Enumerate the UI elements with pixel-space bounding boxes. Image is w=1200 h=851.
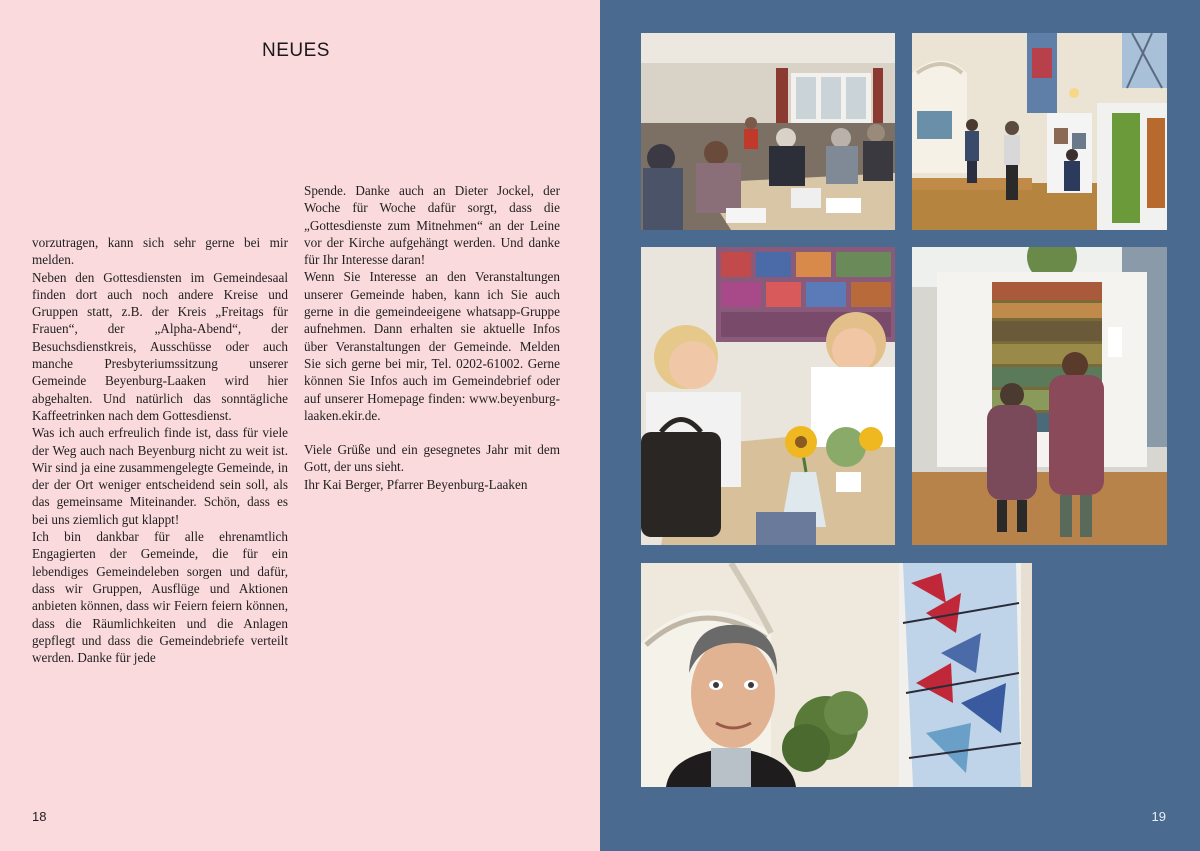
page-heading: NEUES <box>262 40 330 61</box>
photo-two-women-conversation <box>641 247 895 545</box>
paragraph: Wenn Sie Interesse an den Veranstaltungen unserer Gemeinde haben, kann ich Sie auch gerne in die gemeindeeigene whatsapp-Gruppe aufnehmen. Dann erhalten sie aktuelle Infos über Veranstaltungen der Gemeinde. Melden Sie sich gerne bei mir, Tel. 0202-61002. Gerne können Sie Infos auch im Gemeindebrief oder auf unserer Homepage finden: www.beyenburg-laaken.ekir.de. <box>304 269 560 423</box>
photo-community-hall <box>641 33 895 230</box>
page-number-left: 18 <box>32 809 47 824</box>
text-column-left <box>32 234 288 666</box>
photo-children-viewing-quilt <box>912 247 1167 545</box>
paragraph: Viele Grüße und ein gesegnetes Jahr mit dem Gott, der uns sieht. <box>304 442 560 475</box>
paragraph: vorzutragen, kann sich sehr gerne bei mir melden. <box>32 235 288 268</box>
signature-line: Ihr Kai Berger, Pfarrer Beyenburg-Laaken <box>304 476 528 492</box>
paragraph: Neben den Gottesdiensten im Gemeindesaal finden dort auch noch andere Kreise und Gruppen statt, z.B. der Kreis „Freitags für Frauen“, der „Alpha-Abend“, der Besuchsdienstkreis, Ausschüsse oder auch manche Presbyteriumssitzung unserer Gemeinde Beyenburg-Laaken wird hier abgehalten. Und natürlich das sonntägliche Kaffeetrinken nach dem Gottesdienst. <box>32 269 288 423</box>
photo-pastor-selfie <box>641 563 1032 787</box>
photo-art-exhibition <box>912 33 1167 230</box>
text-column-right <box>304 182 560 493</box>
paragraph-spacer <box>304 424 560 441</box>
paragraph: Spende. Danke auch an Dieter Jockel, der Woche für Woche dafür sorgt, dass die „Gottesdienste zum Mitnehmen“ an der Leine vor der Kirche aufgehängt werden. Und danke für Ihr Interesse daran! <box>304 183 560 268</box>
paragraph: Ich bin dankbar für alle ehrenamtlich Engagierten der Gemeinde, die für ein lebendiges Gemeindeleben sorgen und dafür, dass wir Gruppen, Ausflüge und Aktionen anbieten können, dass wir Feiern feiern können, dass die Räumlichkeiten und die Anlagen gepflegt und dass die Gemeindebriefe verteilt werden. Danke für jede <box>32 529 288 666</box>
paragraph: Was ich auch erfreulich finde ist, dass für viele der Weg auch nach Beyenburg nicht zu weit ist. Wir sind ja eine zusammengelegte Gemeinde, in der der Ort weniger entscheidend sein soll, als das gemeinsame Miteinander. Schön, dass es bei uns ziemlich gut klappt! <box>32 425 288 527</box>
page-number-right: 19 <box>1151 809 1166 824</box>
